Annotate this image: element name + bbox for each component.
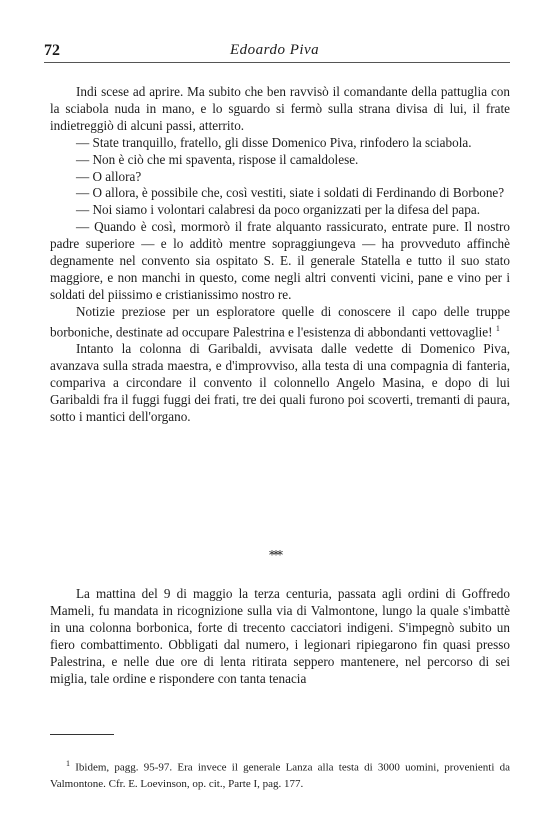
page-header <box>44 42 510 63</box>
paragraph: Indi scese ad aprire. Ma subito che ben ravvisò il comandante della pattuglia con la sciabola nuda in mano, e lo sguardo si fermò sulla strana divisa di lui, il frate indietreggiò di alcuni passi, atterrito. <box>50 84 510 133</box>
main-text-section-2 <box>50 586 510 687</box>
paragraph: — O allora, è possibile che, così vestiti, siate i soldati di Ferdinando di Borbone? <box>76 185 505 201</box>
paragraph: — Quando è così, mormorò il frate alquanto rassicurato, entrate pure. Il nostro padre superiore — e lo additò mentre sopraggiungeva — ha provveduto affinchè degnamente nel convento sia ospitato S. E. il generale Statella e tutto il suo stato maggiore, e non manchi in questo, come negli altri conventi vicini, pane e vino per i soldati del piissimo e cristianissimo nostro re. <box>50 219 510 302</box>
paragraph-with-note <box>50 304 510 341</box>
paragraph: — Non è ciò che mi spaventa, rispose il camaldolese. <box>76 151 359 167</box>
paragraph: — Noi siamo i volontari calabresi da poco organizzati per la difesa del papa. <box>76 202 481 218</box>
paragraph: — State tranquillo, fratello, gli disse Domenico Piva, rinfodero la sciabola. <box>76 134 472 150</box>
paragraph: — O allora? <box>76 168 142 184</box>
paragraph: La mattina del 9 di maggio la terza centuria, passata agli ordini di Goffredo Mameli, fu mandata in ricognizione sulla via di Valmontone, lungo la quale s'imbattè in una colonna borbonica, forte di trecento cacciatori indigeni. S'impegnò subito un fiero combattimento. Obbligati dal numero, i legionari ripiegarono fin quasi presso Palestrina, e nelle due ore di lenta ritirata seppero mantenere, nel percorso di sei miglia, tale ordine e rispondere con tanta tenacia <box>50 586 510 686</box>
paragraph-text: Notizie preziose per un esploratore quelle di conoscere il capo delle truppe borboniche, destinate ad occupare Palestrina e l'esistenza di abbondanti vettovaglie! <box>50 303 510 340</box>
page-number: 72 <box>44 42 60 59</box>
main-text-section-1 <box>50 84 510 426</box>
footnote <box>50 756 510 792</box>
section-break-asterism: *** <box>269 548 281 562</box>
footnote-divider <box>50 734 114 735</box>
footnote-entry <box>50 756 510 792</box>
footnote-text: Ibidem, pagg. 95-97. Era invece il generale Lanza alla testa di 3000 uomini, provenienti da Valmontone. Cfr. E. Loevinson, op. cit., Parte I, pag. 177. <box>50 761 511 790</box>
running-head: Edoardo Piva <box>230 42 320 58</box>
paragraph: Intanto la colonna di Garibaldi, avvisata dalle vedette di Domenico Piva, avanzava sulla strada maestra, e d'improvviso, alla testa di una compagnia di fanteria, compariva a circondare il convento il colonnello Angelo Masina, e dopo di lui Garibaldi fra il fuggi fuggi dei frati, tre dei quali furono poi scoverti, tremanti di paura, sotto i mantici dell'organo. <box>50 340 510 424</box>
footnote-marker: 1 <box>66 759 70 768</box>
footnote-reference: 1 <box>495 323 500 333</box>
